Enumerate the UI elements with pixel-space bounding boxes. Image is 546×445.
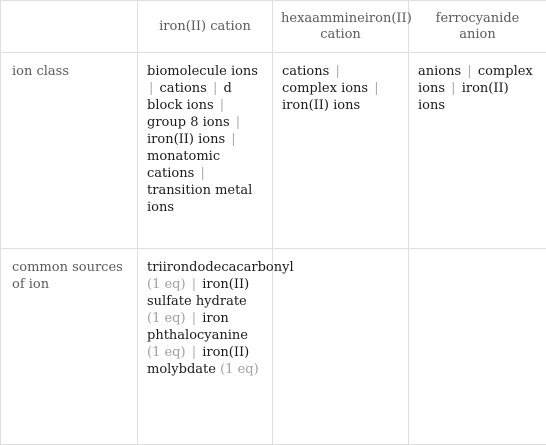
list-item: cations	[282, 64, 330, 79]
table-row-ion-class	[1, 53, 546, 249]
row-label-ion-class: ion class	[1, 53, 138, 249]
source-compound-name: iron(II) sulfate hydrate	[147, 277, 250, 309]
list-separator: |	[200, 166, 205, 181]
source-compound-name: iron(II) molybdate	[147, 345, 250, 377]
sources-ferrocyanide-anion	[409, 249, 546, 445]
list-separator: |	[191, 277, 197, 292]
header-hexaammineiron-ii-cation: hexaammineiron(II) cation	[273, 1, 409, 53]
ion-class-hexaammineiron-ii-cation	[273, 53, 409, 249]
list-separator: |	[231, 132, 236, 147]
header-iron-ii-cation: iron(II) cation	[138, 1, 273, 53]
list-item: iron(II) ions	[282, 98, 361, 113]
ion-class-ferrocyanide-anion	[409, 53, 546, 249]
list-item: transition metal ions	[147, 183, 253, 215]
source-compound-name: triirondodecacarbonyl	[147, 260, 294, 275]
list-separator: |	[191, 345, 197, 360]
source-compound-quantity: (1 eq)	[220, 362, 259, 377]
list-separator: |	[451, 81, 456, 96]
source-compound-quantity: (1 eq)	[147, 311, 186, 326]
list-item: biomolecule ions	[147, 64, 258, 79]
table-row-common-sources	[1, 249, 546, 445]
list-item: complex ions	[418, 64, 533, 96]
header-ferrocyanide-anion: ferrocyanide anion	[409, 1, 546, 53]
sources-iron-ii-cation	[138, 249, 294, 445]
list-item: monatomic cations	[147, 149, 221, 181]
source-compound-quantity: (1 eq)	[147, 277, 186, 292]
list-item: iron(II) ions	[418, 81, 509, 113]
sources-hexaammineiron-ii-cation	[273, 249, 409, 445]
list-separator: |	[467, 64, 472, 79]
list-separator: |	[374, 81, 379, 96]
ion-class-iron-ii-cation	[138, 53, 273, 249]
header-corner-cell	[1, 1, 138, 53]
list-separator: |	[149, 81, 154, 96]
list-item: group 8 ions	[147, 115, 230, 130]
row-label-common-sources: common sources of ion	[1, 249, 138, 445]
list-separator: |	[191, 311, 197, 326]
source-compound-quantity: (1 eq)	[147, 345, 186, 360]
source-compound-name: iron phthalocyanine	[147, 311, 248, 343]
list-item: iron(II) ions	[147, 132, 226, 147]
list-item: anions	[418, 64, 462, 79]
list-separator: |	[212, 81, 218, 96]
list-separator: |	[235, 115, 241, 130]
list-separator: |	[219, 98, 225, 113]
list-item: complex ions	[282, 81, 369, 96]
header-row	[1, 1, 546, 53]
list-separator: |	[335, 64, 340, 79]
list-item: d block ions	[147, 81, 232, 113]
list-item: cations	[159, 81, 207, 96]
